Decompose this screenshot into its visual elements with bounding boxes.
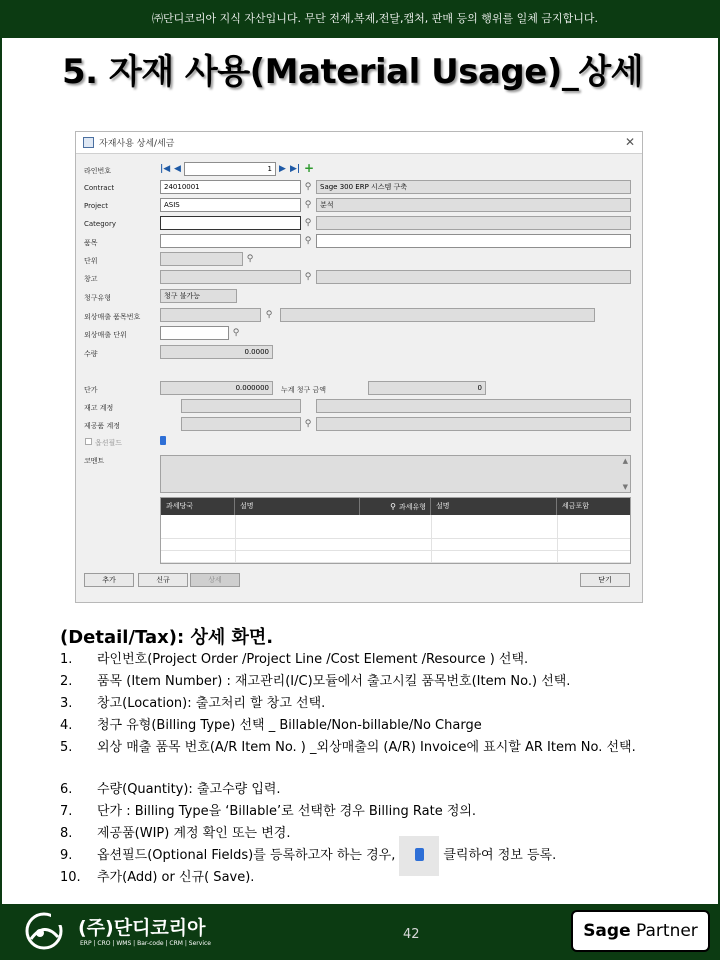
copyright-banner: ㈜단디코리아 지식 자산입니다. 무단 전재,복제,전달,캡처, 판매 등의 행위를 일체 금지합니다. <box>0 0 720 38</box>
category-description <box>316 216 631 230</box>
ar-item-description <box>280 308 595 322</box>
cumulative-amount-label: 누계 청구 금액 <box>281 386 327 394</box>
company-name: (주)단디코리아 <box>78 917 206 939</box>
optional-fields-label: 옵션필드 <box>95 439 123 447</box>
ar-item-finder-icon[interactable]: ⚲ <box>265 310 273 320</box>
line-no-label: 라인번호 <box>84 167 112 175</box>
contract-description: Sage 300 ERP 시스템 구축 <box>316 180 631 194</box>
quantity-input[interactable]: 0.0000 <box>160 345 273 359</box>
column-divider <box>431 515 432 563</box>
inventory-account-field <box>181 399 301 413</box>
item-description-input[interactable] <box>316 234 631 248</box>
list-item: 10. 추가(Add) or 신규( Save). <box>60 870 255 885</box>
optional-fields-checkbox[interactable] <box>85 438 92 445</box>
list-item: 6. 수량(Quantity): 출고수량 입력. <box>60 782 281 797</box>
project-description: 분석 <box>316 198 631 212</box>
dialog-titlebar <box>76 132 642 154</box>
grid-header-tax-class[interactable]: ⚲ 과세유형 <box>360 498 431 515</box>
previous-record-icon[interactable]: ◀ <box>174 164 181 174</box>
list-item: 7. 단가 : Billing Type을 ‘Billable’로 선택한 경우 Billing Rate 정의. <box>60 804 477 819</box>
list-item: 9. 옵션필드(Optional Fields)를 등록하고자 하는 경우, 클릭하여 정보 등록. <box>60 846 700 868</box>
sage-partner-logo: Sage Partner <box>571 910 710 952</box>
company-tagline: ERP | CRO | WMS | Bar-code | CRM | Service <box>80 940 211 947</box>
list-item: 8. 제공품(WIP) 계정 확인 또는 변경. <box>60 826 291 841</box>
add-button[interactable]: 추가 <box>84 573 134 587</box>
category-label: Category <box>84 220 116 228</box>
wip-account-input[interactable] <box>181 417 301 431</box>
inventory-account-label: 재고 계정 <box>84 404 114 412</box>
list-item: 5. 외상 매출 품목 번호(A/R Item No. ) _외상매출의 (A/R) Invoice에 표시할 AR Item No. 선택. <box>60 740 636 755</box>
contract-label: Contract <box>84 184 115 192</box>
ar-item-number-label: 외상매출 품목번호 <box>84 313 141 321</box>
page-number: 42 <box>403 927 420 942</box>
scroll-down-icon[interactable]: ▼ <box>622 483 628 491</box>
ar-unit-input[interactable] <box>160 326 229 340</box>
project-label: Project <box>84 202 108 210</box>
close-icon[interactable]: ✕ <box>624 135 635 149</box>
item-finder-icon[interactable]: ⚲ <box>304 236 312 246</box>
unit-label: 단위 <box>84 257 98 265</box>
comment-label: 코멘트 <box>84 457 105 465</box>
contract-code-input[interactable]: 24010001 <box>160 180 301 194</box>
company-logo-icon <box>22 909 66 953</box>
list-item: 3. 창고(Location): 출고처리 할 창고 선택. <box>60 696 326 711</box>
next-record-icon[interactable]: ▶ <box>279 164 286 174</box>
dialog-title: 자재사용 상세/세금 <box>99 139 175 149</box>
table-row[interactable] <box>161 551 630 563</box>
list-item: 4. 청구 유형(Billing Type) 선택 _ Billable/Non-billable/No Charge <box>60 718 482 733</box>
add-line-icon[interactable]: + <box>304 161 315 175</box>
line-no-input[interactable]: 1 <box>184 162 276 176</box>
tax-grid-header <box>161 498 630 515</box>
tax-grid <box>160 497 631 564</box>
unit-finder-icon[interactable]: ⚲ <box>246 254 254 264</box>
list-item: 1. 라인번호(Project Order /Project Line /Cost Element /Resource ) 선택. <box>60 652 529 667</box>
contract-finder-icon[interactable]: ⚲ <box>304 182 312 192</box>
grid-header-description[interactable]: 설명 <box>235 498 360 515</box>
billing-type-label: 청구유형 <box>84 294 112 302</box>
window-icon <box>83 137 94 148</box>
scroll-up-icon[interactable]: ▲ <box>622 457 628 465</box>
unit-price-label: 단가 <box>84 386 98 394</box>
ar-item-number-input[interactable] <box>160 308 261 322</box>
location-label: 창고 <box>84 275 98 283</box>
grid-header-tax-included[interactable]: 세금포함 <box>562 502 590 510</box>
search-icon[interactable]: ⚲ <box>390 502 396 511</box>
location-description <box>316 270 631 284</box>
location-input[interactable] <box>160 270 301 284</box>
project-finder-icon[interactable]: ⚲ <box>304 200 312 210</box>
column-divider <box>557 515 558 563</box>
wip-account-finder-icon[interactable]: ⚲ <box>304 419 312 429</box>
quantity-label: 수량 <box>84 350 98 358</box>
cumulative-amount-field: 0 <box>368 381 486 395</box>
category-input[interactable] <box>160 216 301 230</box>
detail-button[interactable]: 상세 <box>190 573 240 587</box>
close-button[interactable]: 닫기 <box>580 573 630 587</box>
column-divider <box>235 515 236 563</box>
unit-field <box>160 252 243 266</box>
section-heading: (Detail/Tax): 상세 화면. <box>60 627 274 648</box>
first-record-icon[interactable]: |◀ <box>160 164 171 174</box>
billing-type-select[interactable]: 청구 불가능 <box>160 289 237 303</box>
ar-unit-finder-icon[interactable]: ⚲ <box>232 328 240 338</box>
item-number-input[interactable] <box>160 234 301 248</box>
slide-title: 5. 자재 사용(Material Usage)_상세 <box>62 52 644 92</box>
item-label: 품목 <box>84 239 98 247</box>
location-finder-icon[interactable]: ⚲ <box>304 272 312 282</box>
ar-unit-label: 외상매출 단위 <box>84 331 127 339</box>
optional-fields-icon[interactable] <box>160 436 166 445</box>
list-item: 2. 품목 (Item Number) : 재고관리(I/C)모듈에서 출고시킬 품목번호(Item No.) 선택. <box>60 674 571 689</box>
category-finder-icon[interactable]: ⚲ <box>304 218 312 228</box>
grid-header-class-description[interactable]: 설명 <box>431 498 557 515</box>
material-usage-detail-dialog <box>75 131 643 603</box>
instruction-list <box>60 650 700 890</box>
wip-account-description <box>316 417 631 431</box>
table-row[interactable] <box>161 527 630 539</box>
wip-account-label: 제공품 계정 <box>84 422 121 430</box>
grid-header-tax-authority[interactable]: 과세당국 <box>161 498 235 515</box>
project-code-input[interactable]: ASIS <box>160 198 301 212</box>
new-button[interactable]: 신규 <box>138 573 188 587</box>
last-record-icon[interactable]: ▶| <box>290 164 301 174</box>
comment-textarea[interactable] <box>160 455 631 493</box>
table-row[interactable] <box>161 539 630 551</box>
unit-price-input[interactable]: 0.000000 <box>160 381 273 395</box>
inventory-account-description <box>316 399 631 413</box>
